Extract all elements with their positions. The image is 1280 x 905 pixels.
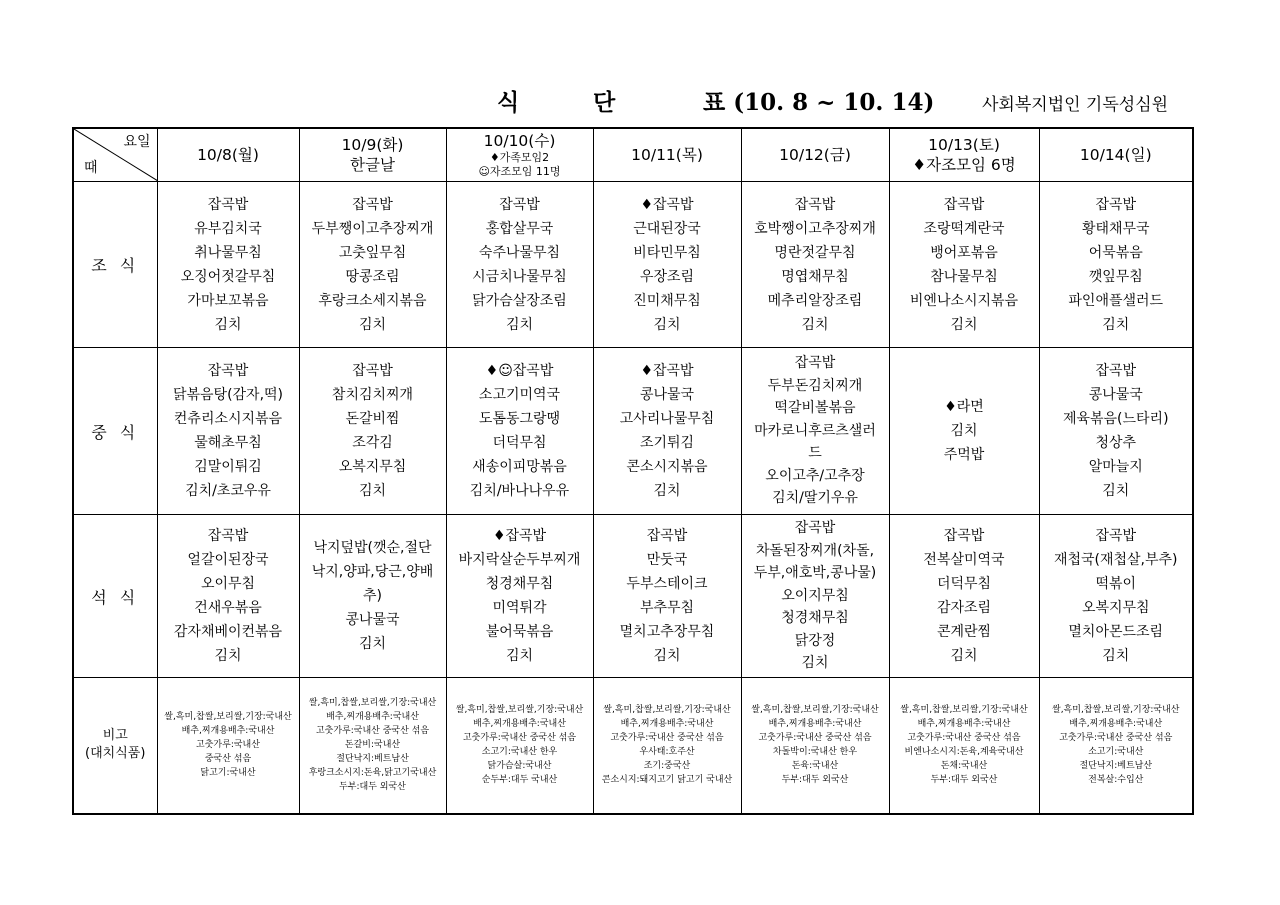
day-header bbox=[446, 128, 593, 182]
day-date: 10/12(금) bbox=[779, 146, 851, 164]
corner-day-label: 요일 bbox=[123, 134, 151, 150]
note-item: 고춧가루:국내산 중국산 섞음 bbox=[758, 733, 872, 744]
title-char-2: 단 bbox=[593, 89, 616, 116]
menu-cell bbox=[741, 515, 889, 678]
menu-item: 추) bbox=[363, 588, 382, 604]
menu-item: 취나물무침 bbox=[194, 244, 262, 261]
menu-item: 오복지무침 bbox=[338, 459, 407, 475]
menu-item: 두부스테이크 bbox=[626, 576, 708, 592]
note-item: 우사태:호주산 bbox=[639, 747, 695, 758]
menu-item: 청경채무침 bbox=[485, 576, 554, 592]
menu-item: 깻잎무침 bbox=[1088, 268, 1143, 285]
breakfast-row bbox=[73, 182, 1193, 348]
day-date: 10/13(토) bbox=[928, 136, 1000, 154]
menu-item: 잡곡밥 bbox=[207, 528, 249, 544]
menu-item: 잡곡밥 bbox=[794, 355, 836, 372]
menu-item: 잡곡밥 bbox=[1095, 528, 1137, 544]
day-header bbox=[157, 128, 299, 182]
note-item: 고춧가루:국내산 중국산 섞음 bbox=[907, 733, 1021, 744]
day-note: ☺자조모임 11명 bbox=[478, 165, 561, 178]
menu-item: 잡곡밥 bbox=[794, 520, 836, 537]
menu-item: 닭강정 bbox=[794, 632, 836, 649]
menu-item: 가마보꼬볶음 bbox=[187, 292, 269, 309]
menu-cell bbox=[299, 348, 446, 515]
menu-item: 김치 bbox=[1102, 316, 1130, 333]
day-header bbox=[741, 128, 889, 182]
menu-item: 더덕무침 bbox=[492, 435, 547, 451]
menu-item: 낙지덮밥(깻순,절단 bbox=[313, 540, 432, 556]
menu-item: 오복지무침 bbox=[1081, 600, 1150, 616]
menu-item: 제육볶음(느타리) bbox=[1062, 411, 1169, 427]
menu-item: 김치/초코우유 bbox=[185, 483, 271, 499]
menu-cell bbox=[157, 348, 299, 515]
menu-cell bbox=[157, 182, 299, 348]
note-row-label bbox=[73, 678, 157, 814]
menu-item: 근대된장국 bbox=[633, 220, 701, 237]
note-item: 고춧가루:국내산 중국산 섞음 bbox=[1059, 733, 1173, 744]
day-header bbox=[593, 128, 741, 182]
note-item: 콘소시지:돼지고기 닭고기 국내산 bbox=[601, 775, 733, 786]
menu-item: 참나물무침 bbox=[930, 268, 998, 285]
menu-item: 김치 bbox=[950, 648, 978, 664]
lunch-row bbox=[73, 348, 1193, 515]
meal-label: 석 식 bbox=[73, 515, 157, 678]
menu-item: 잡곡밥 bbox=[1095, 363, 1137, 379]
menu-item: 유부김치국 bbox=[194, 220, 262, 237]
menu-item: 조기튀김 bbox=[639, 435, 695, 451]
meal-label: 조 식 bbox=[73, 182, 157, 348]
menu-item: 잡곡밥 bbox=[646, 528, 688, 544]
page-title bbox=[497, 84, 934, 117]
menu-item: 감자조림 bbox=[936, 600, 992, 616]
note-item: 쌀,흑미,찹쌀,보리쌀,기장:국내산 bbox=[164, 712, 292, 723]
menu-item: 김치 bbox=[358, 483, 387, 499]
menu-cell bbox=[593, 515, 741, 678]
menu-item: 바지락살순두부찌개 bbox=[458, 552, 581, 568]
note-item: 고춧가루:국내산 중국산 섞음 bbox=[462, 733, 577, 744]
header-row bbox=[73, 128, 1193, 182]
menu-item: 새송이피망볶음 bbox=[472, 459, 567, 475]
note-row bbox=[73, 678, 1193, 814]
menu-item: 홍합살무국 bbox=[485, 220, 554, 237]
note-cell bbox=[299, 678, 446, 814]
menu-item: 재첩국(재첩살,부추) bbox=[1053, 552, 1178, 568]
menu-item: ♦라면 bbox=[944, 399, 984, 415]
note-item: 돈갈비:국내산 bbox=[344, 740, 401, 751]
note-item: 조기:중국산 bbox=[643, 761, 691, 772]
menu-item: 시금치나물무침 bbox=[472, 268, 567, 285]
note-item: 전복살:수입산 bbox=[1088, 775, 1144, 786]
note-item: 고춧가루:국내산 중국산 섞음 bbox=[610, 733, 724, 744]
note-item: 절단낙지:베트남산 bbox=[1079, 761, 1153, 772]
menu-item: 김치/바나나우유 bbox=[469, 483, 570, 499]
menu-item: 멸치고추장무침 bbox=[619, 624, 715, 640]
note-label-line2: (대치식품) bbox=[85, 746, 146, 762]
menu-item: ♦잡곡밥 bbox=[492, 528, 547, 544]
menu-cell bbox=[593, 348, 741, 515]
note-item: 후랑크소시지:돈육,닭고기국내산 bbox=[308, 768, 437, 779]
note-cell bbox=[889, 678, 1039, 814]
menu-item: 메추리알장조림 bbox=[767, 292, 863, 309]
menu-item: 불어묵볶음 bbox=[485, 624, 554, 640]
title-row bbox=[0, 84, 1280, 120]
note-item: 쌀,흑미,찹쌀,보리쌀,기장:국내산 bbox=[455, 705, 584, 716]
note-item: 돈채:국내산 bbox=[940, 761, 988, 772]
menu-item: 건새우볶음 bbox=[194, 600, 262, 616]
note-cell bbox=[741, 678, 889, 814]
menu-cell bbox=[889, 348, 1039, 515]
menu-item: 감자채베이컨볶음 bbox=[173, 624, 283, 640]
menu-item: 김치 bbox=[950, 423, 978, 439]
note-item: 돈육:국내산 bbox=[791, 761, 839, 772]
menu-item: 두부,애호박,콩나물) bbox=[753, 565, 877, 582]
menu-item: 잡곡밥 bbox=[207, 196, 249, 213]
menu-item: 전복살미역국 bbox=[923, 552, 1005, 568]
note-item: 배추,찌개용배추:국내산 bbox=[917, 719, 1011, 730]
menu-item: 도톰동그랑땡 bbox=[478, 411, 561, 427]
menu-cell bbox=[1039, 515, 1193, 678]
menu-item: 만둣국 bbox=[646, 552, 688, 568]
note-item: 쌀,흑미,찹쌀,보리쌀,기장:국내산 bbox=[308, 698, 437, 709]
menu-cell bbox=[889, 182, 1039, 348]
menu-item: 콘소시지볶음 bbox=[626, 459, 708, 475]
menu-cell bbox=[299, 515, 446, 678]
menu-item: ♦잡곡밥 bbox=[640, 363, 694, 379]
day-date: 10/14(일) bbox=[1079, 146, 1152, 164]
note-item: 두부:대두 외국산 bbox=[930, 775, 998, 786]
menu-item: 김치 bbox=[505, 316, 534, 333]
menu-item: 마카로니후르츠샐러 bbox=[754, 422, 876, 439]
menu-item: 얼갈이된장국 bbox=[187, 552, 269, 568]
meal-label: 중 식 bbox=[73, 348, 157, 515]
menu-item: 닭가슴살장조림 bbox=[472, 292, 567, 309]
title-char-1: 식 bbox=[497, 89, 520, 116]
menu-item: 컨츄리소시지볶음 bbox=[173, 411, 283, 427]
menu-item: 잡곡밥 bbox=[352, 196, 393, 213]
day-note: ♦자조모임 6명 bbox=[912, 156, 1016, 174]
note-item: 배추,찌개용배추:국내산 bbox=[620, 719, 714, 730]
menu-item: 닭볶음탕(감자,떡) bbox=[172, 387, 284, 403]
menu-item: 청상추 bbox=[1095, 435, 1137, 451]
note-item: 고춧가루:국내산 bbox=[196, 740, 260, 751]
note-item: 쌀,흑미,찹쌀,보리쌀,기장:국내산 bbox=[603, 705, 731, 716]
menu-item: 조각김 bbox=[352, 435, 393, 451]
menu-item: 더덕무침 bbox=[936, 576, 992, 592]
menu-item: 김치 bbox=[801, 316, 829, 333]
menu-item: 김치/딸기우유 bbox=[772, 490, 858, 507]
menu-item: 김치 bbox=[214, 648, 242, 664]
note-item: 배추,찌개용배추:국내산 bbox=[1069, 719, 1163, 730]
note-item: 닭고기:국내산 bbox=[200, 768, 256, 779]
note-cell bbox=[593, 678, 741, 814]
menu-item: 김치 bbox=[358, 636, 387, 652]
menu-item: 잡곡밥 bbox=[943, 196, 985, 213]
menu-item: 명란젓갈무침 bbox=[774, 244, 856, 261]
note-item: 소고기:국내산 bbox=[1088, 747, 1144, 758]
note-item: 순두부:대두 국내산 bbox=[481, 775, 558, 786]
menu-item: 알마늘지 bbox=[1088, 459, 1143, 475]
menu-item: 오이지무침 bbox=[781, 587, 849, 604]
note-cell bbox=[157, 678, 299, 814]
menu-item: 잡곡밥 bbox=[794, 196, 836, 213]
menu-item: 고춧잎무침 bbox=[338, 244, 407, 261]
menu-item: 차돌된장찌개(차돌, bbox=[755, 542, 875, 559]
note-item: 절단낙지:베트남산 bbox=[336, 754, 409, 765]
day-date: 10/10(수) bbox=[483, 132, 556, 150]
menu-item: 떡갈비볼볶음 bbox=[774, 400, 856, 417]
menu-item: 참치김치찌개 bbox=[331, 387, 414, 403]
menu-item: 호박쨍이고추장찌개 bbox=[754, 220, 876, 237]
organization-name: 사회복지법인 기독성심원 bbox=[982, 95, 1169, 115]
menu-item: 돈갈비찜 bbox=[345, 411, 400, 427]
menu-item: ♦☺잡곡밥 bbox=[485, 363, 554, 379]
menu-item: 비타민무침 bbox=[633, 244, 701, 261]
menu-item: ♦잡곡밥 bbox=[640, 196, 694, 213]
menu-item: 콩나물국 bbox=[639, 387, 695, 403]
day-header bbox=[889, 128, 1039, 182]
menu-item: 어묵볶음 bbox=[1088, 244, 1143, 261]
menu-item: 후랑크소세지볶음 bbox=[318, 292, 427, 309]
menu-item: 김치 bbox=[653, 316, 681, 333]
menu-cell bbox=[741, 348, 889, 515]
menu-item: 김치 bbox=[1102, 648, 1130, 664]
menu-item: 두부쨍이고추장찌개 bbox=[311, 220, 434, 237]
menu-table bbox=[72, 127, 1194, 815]
note-item: 쌀,흑미,찹쌀,보리쌀,기장:국내산 bbox=[751, 705, 879, 716]
menu-item: 김치 bbox=[505, 648, 534, 664]
menu-item: 조랑떡계란국 bbox=[923, 220, 1005, 237]
menu-item: 고사리나물무침 bbox=[619, 411, 715, 427]
menu-item: 김치 bbox=[214, 316, 242, 333]
menu-item: 김치 bbox=[801, 655, 829, 672]
menu-item: 오이무침 bbox=[200, 576, 256, 592]
menu-item: 김말이튀김 bbox=[194, 459, 262, 475]
note-item: 두부:대두 외국산 bbox=[339, 782, 406, 793]
menu-item: 김치 bbox=[1102, 483, 1130, 499]
menu-cell bbox=[889, 515, 1039, 678]
note-item: 차돌박이:국내산 한우 bbox=[772, 747, 858, 758]
menu-item: 오이고추/고추장 bbox=[765, 467, 865, 484]
menu-cell bbox=[1039, 348, 1193, 515]
menu-cell bbox=[446, 515, 593, 678]
menu-item: 잡곡밥 bbox=[1095, 196, 1137, 213]
menu-item: 오징어젓갈무침 bbox=[180, 268, 276, 285]
menu-item: 떡볶이 bbox=[1095, 576, 1137, 592]
menu-item: 잡곡밥 bbox=[499, 196, 540, 213]
note-label-line1: 비고 bbox=[102, 728, 128, 744]
menu-item: 주먹밥 bbox=[943, 447, 985, 463]
menu-item: 부추무침 bbox=[639, 600, 695, 616]
menu-item: 비엔나소시지볶음 bbox=[909, 292, 1019, 309]
menu-cell bbox=[446, 182, 593, 348]
note-item: 두부:대두 외국산 bbox=[781, 775, 849, 786]
menu-item: 황태채무국 bbox=[1081, 220, 1150, 237]
menu-item: 명엽채무침 bbox=[781, 268, 849, 285]
menu-item: 물해초무침 bbox=[194, 435, 262, 451]
menu-cell bbox=[299, 182, 446, 348]
note-item: 닭가슴살:국내산 bbox=[487, 761, 552, 772]
note-cell bbox=[446, 678, 593, 814]
menu-item: 콩나물국 bbox=[345, 612, 400, 628]
day-header bbox=[299, 128, 446, 182]
menu-item: 파인애플샐러드 bbox=[1068, 292, 1164, 309]
menu-item: 낙지,양파,당근,양배 bbox=[311, 564, 434, 580]
corner-meal-label: 때 bbox=[84, 160, 98, 176]
menu-item: 땅콩조림 bbox=[345, 268, 400, 285]
menu-item: 잡곡밥 bbox=[207, 363, 249, 379]
menu-item: 김치 bbox=[950, 316, 978, 333]
title-char-3: 표 (10. 8 ~ 10. 14) bbox=[703, 89, 935, 116]
note-cell bbox=[1039, 678, 1193, 814]
menu-item: 진미채무침 bbox=[633, 292, 701, 309]
note-item: 고춧가루:국내산 중국산 섞음 bbox=[315, 726, 430, 737]
menu-item: 두부돈김치찌개 bbox=[767, 377, 863, 394]
menu-item: 콘계란찜 bbox=[936, 624, 992, 640]
menu-item: 드 bbox=[808, 445, 822, 462]
menu-item: 김치 bbox=[358, 316, 387, 333]
menu-cell bbox=[157, 515, 299, 678]
menu-item: 멸치아몬드조림 bbox=[1068, 624, 1164, 640]
menu-item: 김치 bbox=[653, 483, 681, 499]
note-item: 중국산 섞음 bbox=[204, 754, 252, 765]
menu-item: 콩나물국 bbox=[1088, 387, 1143, 403]
menu-cell bbox=[593, 182, 741, 348]
note-item: 배추,찌개용배추:국내산 bbox=[473, 719, 566, 730]
dinner-row bbox=[73, 515, 1193, 678]
day-note: 한글날 bbox=[350, 156, 395, 174]
menu-item: 잡곡밥 bbox=[352, 363, 393, 379]
note-item: 쌀,흑미,찹쌀,보리쌀,기장:국내산 bbox=[1052, 705, 1180, 716]
menu-item: 잡곡밥 bbox=[943, 528, 985, 544]
menu-item: 청경채무침 bbox=[781, 610, 849, 627]
day-date: 10/11(목) bbox=[631, 146, 703, 164]
day-date: 10/8(월) bbox=[197, 146, 259, 164]
menu-item: 미역튀각 bbox=[492, 600, 547, 616]
note-item: 비엔나소시지:돈육,계육국내산 bbox=[904, 747, 1024, 758]
corner-cell bbox=[73, 128, 157, 182]
menu-cell bbox=[741, 182, 889, 348]
menu-item: 김치 bbox=[653, 648, 681, 664]
menu-cell bbox=[1039, 182, 1193, 348]
day-note: ♦가족모임2 bbox=[489, 151, 550, 164]
menu-item: 숙주나물무침 bbox=[478, 244, 561, 261]
note-item: 쌀,흑미,찹쌀,보리쌀,기장:국내산 bbox=[900, 705, 1028, 716]
note-item: 소고기:국내산 한우 bbox=[481, 747, 558, 758]
menu-cell bbox=[446, 348, 593, 515]
day-header bbox=[1039, 128, 1193, 182]
note-item: 배추,찌개용배추:국내산 bbox=[768, 719, 862, 730]
note-item: 배추,찌개용배추:국내산 bbox=[326, 712, 419, 723]
day-date: 10/9(화) bbox=[341, 136, 404, 154]
menu-item: 소고기미역국 bbox=[478, 387, 561, 403]
note-item: 배추,찌개용배추:국내산 bbox=[181, 726, 275, 737]
menu-item: 우장조림 bbox=[639, 268, 695, 285]
menu-item: 뱅어포볶음 bbox=[930, 244, 998, 261]
